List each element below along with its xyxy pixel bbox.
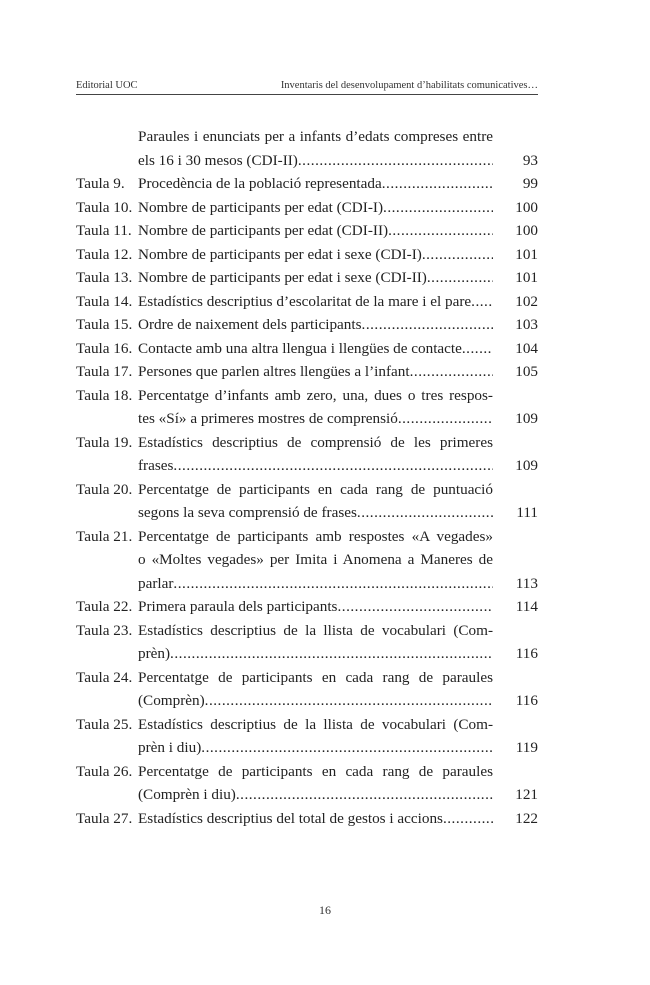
toc-entry[interactable] xyxy=(76,125,538,172)
toc-entry[interactable] xyxy=(76,525,538,596)
dot-leader xyxy=(382,172,493,196)
toc-entry-page-number: 109 xyxy=(515,410,538,427)
dot-leader xyxy=(443,807,493,831)
dot-leader xyxy=(173,572,493,596)
toc-entry-label: Taula 22. xyxy=(76,598,133,615)
toc-entry-label: Taula 25. xyxy=(76,715,133,733)
toc-entry-title-line xyxy=(138,572,493,596)
toc-entry-title-text: (Comprèn) xyxy=(138,692,205,709)
toc-entry-label: Taula 9. xyxy=(76,175,125,192)
dot-leader xyxy=(422,243,493,267)
toc-entry[interactable] xyxy=(76,290,538,314)
toc-entry-title-line xyxy=(138,360,493,384)
toc-entry-title-line xyxy=(138,501,493,525)
dot-leader xyxy=(410,360,493,384)
toc-entry-page-number: 100 xyxy=(515,222,538,239)
toc-entry-label: Taula 19. xyxy=(76,433,133,451)
dot-leader xyxy=(205,689,493,713)
toc-entry-page-number: 101 xyxy=(515,245,538,263)
toc-entry-label: Taula 26. xyxy=(76,762,133,780)
toc-entry-page-number: 111 xyxy=(516,504,538,521)
toc-entry-title-line: Estadístics descriptius de la llista de vocabulari (Com- xyxy=(138,621,493,639)
toc-entry-label: Taula 23. xyxy=(76,621,133,639)
toc-entry-label: Taula 13. xyxy=(76,269,133,286)
toc-entry-page-number: 116 xyxy=(515,692,538,709)
toc-entry-title-line: Percentatge de participants en cada rang de paraules xyxy=(138,668,493,686)
dot-leader xyxy=(337,595,493,619)
toc-entry-title-line xyxy=(138,219,493,243)
toc-entry-title-text: Estadístics descriptius d’escolaritat de la mare i el pare xyxy=(138,292,472,310)
toc-entry-page-number: 116 xyxy=(515,645,538,662)
toc-entry-title-line: o «Moltes vegades» per Imita i Anomena a Maneres de xyxy=(138,551,493,568)
header-publisher: Editorial UOC xyxy=(76,80,138,91)
toc-entry-title-text: Nombre de participants per edat i sexe (CDI-I) xyxy=(138,245,422,263)
toc-entry-title-text: prèn i diu) xyxy=(138,739,202,756)
toc-entry-title-text: Primera paraula dels participants xyxy=(138,598,338,615)
toc-entry-label: Taula 16. xyxy=(76,339,133,357)
toc-entry-title-line xyxy=(138,689,493,713)
toc-entry-label: Taula 12. xyxy=(76,245,133,263)
toc-entry-page-number: 93 xyxy=(522,151,538,169)
toc-entry[interactable] xyxy=(76,266,538,290)
toc-entry-title-line xyxy=(138,642,493,666)
dot-leader xyxy=(201,736,493,760)
toc-entry-title-text: Ordre de naixement dels participants xyxy=(138,316,362,333)
toc-entry-page-number: 104 xyxy=(515,339,538,357)
toc-entry-label: Taula 15. xyxy=(76,316,133,333)
toc-entry-title-line xyxy=(138,807,493,831)
toc-entry[interactable] xyxy=(76,219,538,243)
table-of-contents-list xyxy=(76,125,538,830)
header-book-title: Inventaris del desenvolupament d’habilitats comunicatives… xyxy=(280,80,538,91)
toc-entry[interactable] xyxy=(76,384,538,431)
toc-entry-label: Taula 27. xyxy=(76,809,133,827)
toc-entry-title-line: Percentatge de participants amb respostes «A vegades» xyxy=(138,527,493,545)
toc-entry-title-line xyxy=(138,290,493,314)
toc-entry-page-number: 101 xyxy=(515,269,538,286)
dot-leader xyxy=(427,266,493,290)
toc-entry-page-number: 119 xyxy=(515,739,538,756)
toc-entry-page-number: 100 xyxy=(515,198,538,216)
toc-entry-label: Taula 10. xyxy=(76,198,133,216)
toc-entry-page-number: 102 xyxy=(515,292,538,310)
dot-leader xyxy=(170,642,493,666)
toc-entry-page-number: 113 xyxy=(515,574,538,592)
toc-entry-title-line xyxy=(138,736,493,760)
dot-leader xyxy=(173,454,493,478)
toc-entry-label xyxy=(76,125,138,172)
toc-entry-page-number: 114 xyxy=(515,598,538,615)
toc-entry-page-number: 109 xyxy=(515,457,538,474)
dot-leader xyxy=(462,337,493,361)
dot-leader xyxy=(383,196,493,220)
toc-entry-page-number: 99 xyxy=(522,175,538,192)
dot-leader xyxy=(388,219,493,243)
page-number: 16 xyxy=(319,903,331,917)
toc-entry-title-line xyxy=(138,196,493,220)
toc-entry-title-text: Nombre de participants per edat (CDI-II) xyxy=(138,222,389,239)
toc-entry-label: Taula 18. xyxy=(76,386,133,404)
toc-entry-label: Taula 20. xyxy=(76,480,133,498)
dot-leader xyxy=(398,407,493,431)
toc-entry-title-text: Nombre de participants per edat i sexe (CDI-II) xyxy=(138,269,427,286)
toc-entry-title-line: Paraules i enunciats per a infants d’edats compreses entre xyxy=(138,128,493,145)
toc-entry-page-number: 105 xyxy=(515,363,538,380)
toc-entry[interactable] xyxy=(76,666,538,713)
toc-entry[interactable] xyxy=(76,196,538,220)
toc-entry-title-text: prèn) xyxy=(138,645,171,662)
dot-leader xyxy=(298,149,493,173)
running-header xyxy=(76,80,538,95)
toc-entry-page-number: 122 xyxy=(515,809,538,827)
toc-entry[interactable] xyxy=(76,172,538,196)
dot-leader xyxy=(236,783,493,807)
toc-entry-title-text: parlar xyxy=(138,574,174,592)
toc-entry-title-line xyxy=(138,454,493,478)
toc-entry-label: Taula 11. xyxy=(76,222,132,239)
toc-entry[interactable] xyxy=(76,713,538,760)
toc-entry-title-line: Estadístics descriptius de comprensió de les primeres xyxy=(138,433,493,451)
toc-entry-title-line xyxy=(138,337,493,361)
toc-entry[interactable] xyxy=(76,760,538,807)
toc-entry-label: Taula 21. xyxy=(76,527,133,545)
toc-entry-title-text: frases xyxy=(138,457,174,474)
toc-entry[interactable] xyxy=(76,431,538,478)
toc-entry-title-line: Percentatge d’infants amb zero, una, dues o tres respos- xyxy=(138,386,493,404)
toc-entry-title-text: segons la seva comprensió de frases xyxy=(138,504,357,521)
toc-entry-title-text: Contacte amb una altra llengua i llengües de contacte xyxy=(138,339,462,357)
toc-entry-page-number: 121 xyxy=(515,786,538,803)
toc-entry[interactable] xyxy=(76,807,538,831)
toc-entry-title-text: (Comprèn i diu) xyxy=(138,786,236,803)
dot-leader xyxy=(362,313,493,337)
toc-entry-label: Taula 17. xyxy=(76,363,133,380)
toc-entry-title-text: Estadístics descriptius del total de gestos i accions xyxy=(138,809,443,827)
toc-entry-title-line xyxy=(138,266,493,290)
toc-entry[interactable] xyxy=(76,619,538,666)
toc-entry[interactable] xyxy=(76,313,538,337)
toc-entry-title-line xyxy=(138,313,493,337)
dot-leader xyxy=(357,501,493,525)
dot-leader xyxy=(471,290,493,314)
toc-entry-label: Taula 14. xyxy=(76,292,133,310)
toc-entry-label: Taula 24. xyxy=(76,668,133,686)
toc-entry[interactable] xyxy=(76,360,538,384)
toc-entry-title-line: Percentatge de participants en cada rang de paraules xyxy=(138,762,493,780)
toc-entry-title-text: tes «Sí» a primeres mostres de comprensió xyxy=(138,410,398,427)
toc-entry-title-line xyxy=(138,149,493,173)
toc-entry-title-text: els 16 i 30 mesos (CDI-II) xyxy=(138,151,298,169)
toc-entry-title-line: Estadístics descriptius de la llista de vocabulari (Com- xyxy=(138,715,493,733)
toc-entry-title-line xyxy=(138,407,493,431)
toc-entry-page-number: 103 xyxy=(515,316,538,333)
toc-entry-title-line xyxy=(138,783,493,807)
toc-entry-title-text: Procedència de la població representada xyxy=(138,175,382,192)
toc-entry-title-text: Nombre de participants per edat (CDI-I) xyxy=(138,198,384,216)
toc-entry-title-line xyxy=(138,172,493,196)
toc-entry[interactable] xyxy=(76,595,538,619)
toc-entry[interactable] xyxy=(76,478,538,525)
toc-entry-title-line: Percentatge de participants en cada rang de puntuació xyxy=(138,480,493,498)
toc-entry-title-line xyxy=(138,595,493,619)
toc-entry[interactable] xyxy=(76,337,538,361)
toc-entry-title-text: Persones que parlen altres llengües a l’infant xyxy=(138,363,410,380)
toc-entry-title-line xyxy=(138,243,493,267)
toc-entry[interactable] xyxy=(76,243,538,267)
